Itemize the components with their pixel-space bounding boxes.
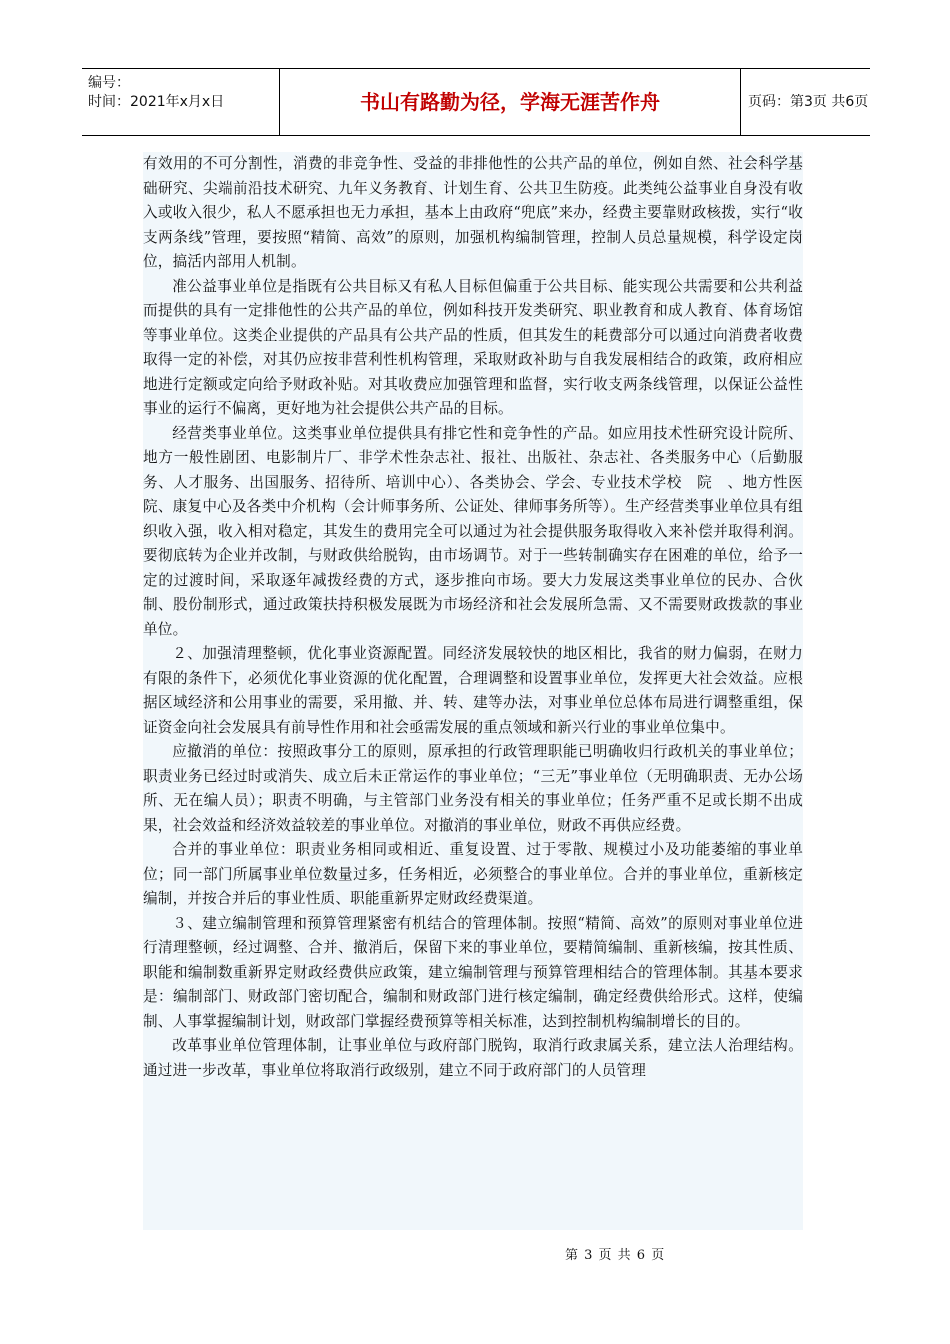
paragraph: ３、建立编制管理和预算管理紧密有机结合的管理体制。按照“精简、高效”的原则对事业单位进行清理整顿，经过调整、合并、撤消后，保留下来的事业单位，要精简编制、重新核编，按其性质、职能和编制数重新界定财政经费供应政策，建立编制管理与预算管理相结合的管理体制。其基本要求是：编制部门、财政部门密切配合，编制和财政部门进行核定编制，确定经费供给形式。这样，使编制、人事掌握编制计划，财政部门掌握经费预算等相关标准，达到控制机构编制增长的目的。	[143, 914, 803, 1030]
document-date: 时间：2021年x月x日	[88, 94, 225, 110]
paragraph: 准公益事业单位是指既有公共目标又有私人目标但偏重于公共目标、能实现公共需要和公共利益而提供的具有一定排他性的公共产品的单位，例如科技开发类研究、职业教育和成人教育、体育场馆等事业单位。这类企业提供的产品具有公共产品的性质，但其发生的耗费部分可以通过向消费者收费取得一定的补偿，对其仍应按非营利性机构管理，采取财政补助与自我发展相结合的政策，政府相应地进行定额或定向给予财政补贴。对其收费应加强管理和监督，实行收支两条线管理，以保证公益性事业的运行不偏离，更好地为社会提供公共产品的目标。	[143, 277, 803, 417]
header-motto: 书山有路勤为径，学海无涯苦作舟	[280, 69, 741, 135]
paragraph: 有效用的不可分割性，消费的非竞争性、受益的非排他性的公共产品的单位，例如自然、社会科学基础研究、尖端前沿技术研究、九年义务教育、计划生育、公共卫生防疫。此类纯公益事业自身没有收入或收入很少，私人不愿承担也无力承担，基本上由政府“兜底”来办，经费主要靠财政核拨，实行“收支两条线”管理，要按照“精简、高效”的原则，加强机构编制管理，控制人员总量规模，科学设定岗位，搞活内部用人机制。	[143, 155, 803, 270]
document-number-label: 编号：	[88, 75, 130, 91]
page-footer: 第 3 页 共 6 页	[565, 1248, 666, 1263]
paragraph: 改革事业单位管理体制，让事业单位与政府部门脱钩，取消行政隶属关系，建立法人治理结构。通过进一步改革，事业单位将取消行政级别，建立不同于政府部门的人员管理	[143, 1037, 803, 1079]
body-text	[143, 152, 803, 1230]
paragraph: 合并的事业单位：职责业务相同或相近、重复设置、过于零散、规模过小及功能萎缩的事业单位；同一部门所属事业单位数量过多，任务相近，必须整合的事业单位。合并的事业单位，重新核定编制，并按合并后的事业性质、职能重新界定财政经费渠道。	[143, 841, 803, 907]
header-page-number: 页码：第3页 共6页	[748, 94, 869, 110]
page-header	[82, 68, 870, 136]
paragraph: ２、加强清理整顿，优化事业资源配置。同经济发展较快的地区相比，我省的财力偏弱，在财力有限的条件下，必须优化事业资源的优化配置，合理调整和设置事业单位，发挥更大社会效益。应根据区域经济和公用事业的需要，采用撤、并、转、建等办法，对事业单位总体布局进行调整重组，保证资金向社会发展具有前导性作用和社会亟需发展的重点领域和新兴行业的事业单位集中。	[143, 645, 803, 736]
paragraph: 应撤消的单位：按照政事分工的原则，原承担的行政管理职能已明确收归行政机关的事业单位；职责业务已经过时或消失、成立后未正常运作的事业单位；“三无”事业单位（无明确职责、无办公场所、无在编人员）；职责不明确，与主管部门业务没有相关的事业单位；任务严重不足或长期不出成果，社会效益和经济效益较差的事业单位。对撤消的事业单位，财政不再供应经费。	[143, 743, 803, 834]
header-meta	[82, 69, 280, 135]
paragraph: 经营类事业单位。这类事业单位提供具有排它性和竞争性的产品。如应用技术性研究设计院所、地方一般性剧团、电影制片厂、非学术性杂志社、报社、出版社、杂志社、各类服务中心（后勤服务、人才服务、出国服务、招待所、培训中心）、各类协会、学会、专业技术学校 院 、地方性医院、康复中心及各类中介机构（会计师事务所、公证处、律师事务所等）。生产经营类事业单位具有组织收入强，收入相对稳定，其发生的费用完全可以通过为社会提供服务取得收入来补偿并取得利润。要彻底转为企业并改制，与财政供给脱钩，由市场调节。对于一些转制确实存在困难的单位，给予一定的过渡时间，采取逐年减拨经费的方式，逐步推向市场。要大力发展这类事业单位的民办、合伙制、股份制形式，通过政策扶持积极发展既为市场经济和社会发展所急需、又不需要财政拨款的事业单位。	[143, 424, 803, 638]
